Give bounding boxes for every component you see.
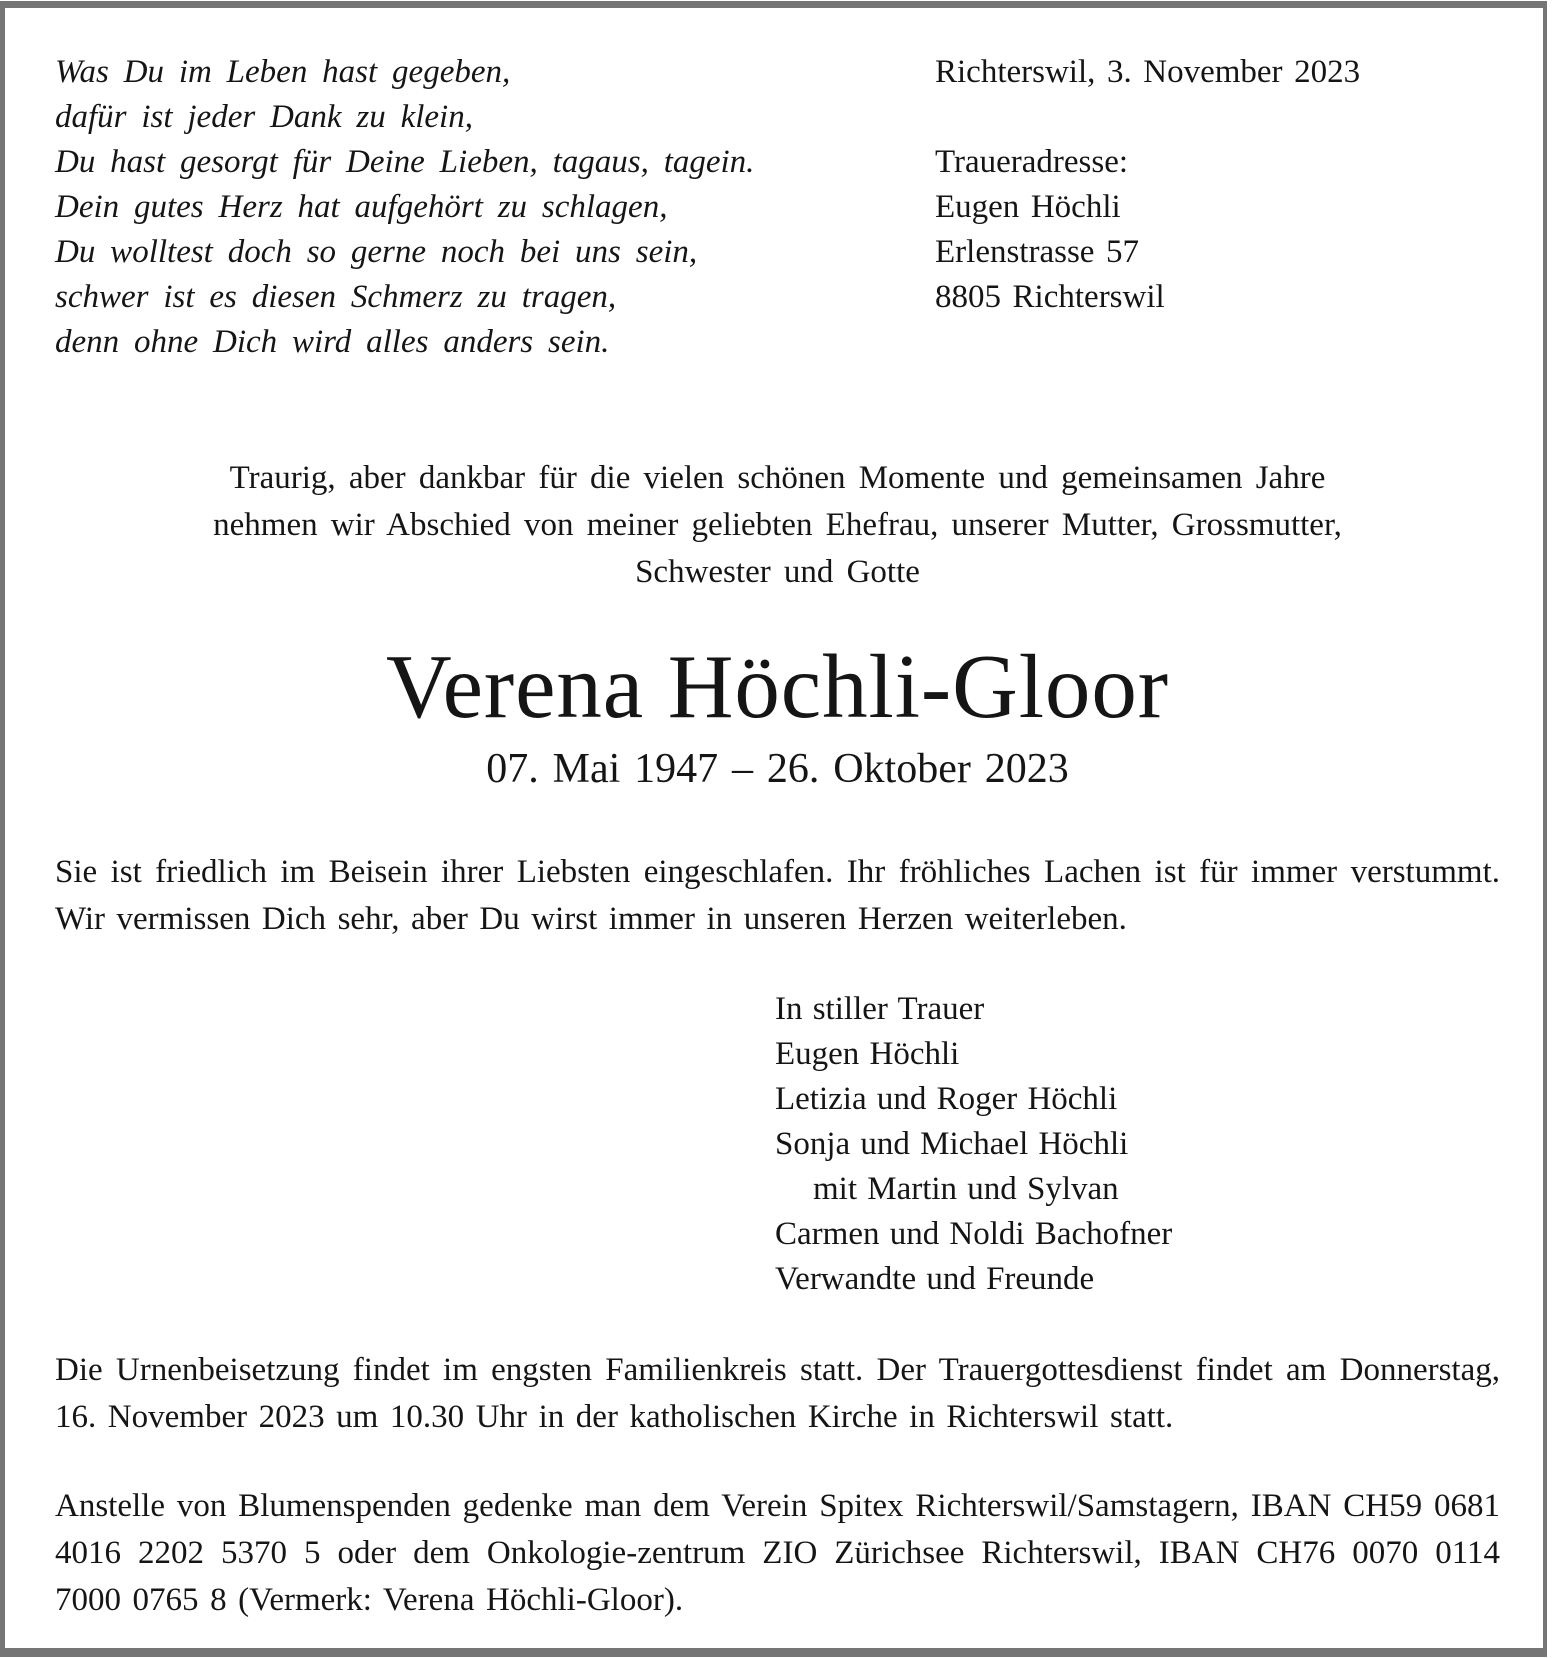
introduction-text (55, 455, 1500, 596)
memorial-poem (55, 50, 754, 365)
mourning-address-name: Eugen Höchli (935, 189, 1121, 225)
mourners-title: In stiller Trauer (775, 991, 985, 1027)
introduction-line: Schwester und Gotte (635, 554, 920, 590)
mourner-entry: Carmen und Noldi Bachofner (775, 1216, 1173, 1252)
mourner-entry: Letizia und Roger Höchli (775, 1081, 1118, 1117)
address-column (935, 50, 1500, 320)
header-row (55, 50, 1500, 365)
deceased-name: Verena Höchli-Gloor (386, 636, 1169, 737)
poem-line: dafür ist jeder Dank zu klein, (55, 99, 473, 135)
farewell-paragraph: Sie ist friedlich im Beisein ihrer Liebsten eingeschlafen. Ihr fröhliches Lachen ist für immer verstummt. Wir vermissen Dich sehr, aber Du wirst immer in unseren Herzen weiterleben. (55, 854, 1500, 937)
mourning-address-city: 8805 Richterswil (935, 279, 1165, 315)
poem-line: schwer ist es diesen Schmerz zu tragen, (55, 279, 617, 315)
poem-line: Dein gutes Herz hat aufgehört zu schlagen, (55, 189, 668, 225)
mourners-list (55, 987, 1500, 1302)
obituary-content (55, 50, 1500, 1624)
donation-info-paragraph: Anstelle von Blumenspenden gedenke man dem Verein Spitex Richterswil/Samstagern, IBAN CH59 0681 4016 2202 5370 5 oder dem Onkologie-zentrum ZIO Zürichsee Richterswil, IBAN CH76 0070 0114 7000 0765 8 (Vermerk: Verena Höchli-Gloor). (55, 1488, 1500, 1618)
place-date-line: Richterswil, 3. November 2023 (935, 54, 1361, 90)
mourner-entry-grandchildren: mit Martin und Sylvan (813, 1171, 1119, 1207)
introduction-line: Traurig, aber dankbar für die vielen schönen Momente und gemeinsamen Jahre (229, 460, 1326, 496)
poem-line: Was Du im Leben hast gegeben, (55, 54, 511, 90)
poem-line: denn ohne Dich wird alles anders sein. (55, 324, 610, 360)
mourning-address-street: Erlenstrasse 57 (935, 234, 1139, 270)
life-dates: 07. Mai 1947 – 26. Oktober 2023 (486, 746, 1069, 792)
poem-line: Du wolltest doch so gerne noch bei uns sein, (55, 234, 698, 270)
introduction-line: nehmen wir Abschied von meiner geliebten Ehefrau, unserer Mutter, Grossmutter, (213, 507, 1342, 543)
poem-line: Du hast gesorgt für Deine Lieben, tagaus, tagein. (55, 144, 755, 180)
mourner-entry: Eugen Höchli (775, 1036, 960, 1072)
funeral-info-paragraph: Die Urnenbeisetzung findet im engsten Familienkreis statt. Der Trauergottesdienst findet am Donnerstag, 16. November 2023 um 10.30 Uhr in der katholischen Kirche in Richterswil statt. (55, 1352, 1500, 1435)
mourner-entry: Verwandte und Freunde (775, 1261, 1095, 1297)
mourning-address-label: Traueradresse: (935, 144, 1129, 180)
mourner-entry: Sonja und Michael Höchli (775, 1126, 1129, 1162)
